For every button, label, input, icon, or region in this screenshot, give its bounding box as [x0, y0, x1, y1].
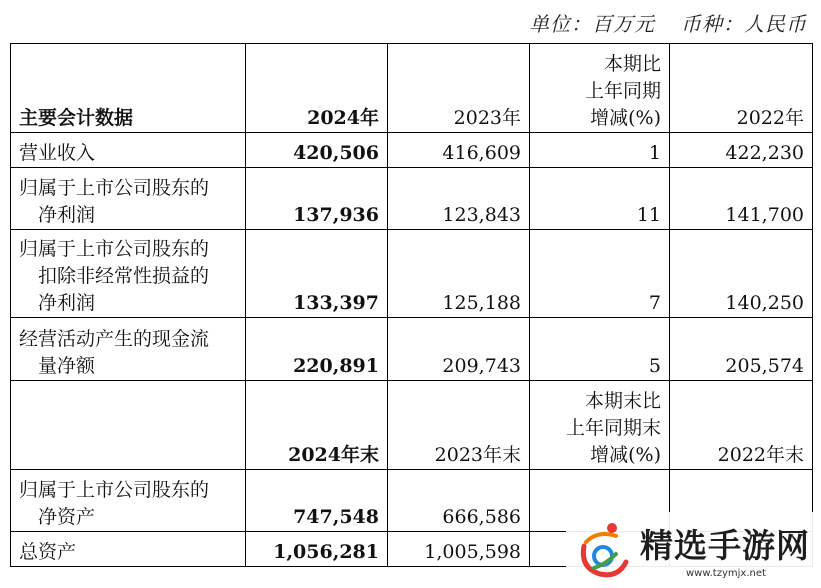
header-2022-end: 2022年末	[670, 381, 813, 470]
value-2023: 416,609	[388, 133, 530, 168]
value-2024: 133,397	[246, 230, 388, 318]
value-change: 11	[530, 168, 670, 230]
row-label	[11, 168, 246, 230]
header-change-line: 本期末比	[584, 390, 661, 412]
row-label-line: 净利润	[38, 292, 96, 314]
row-label	[11, 532, 246, 567]
value-2023: 123,843	[388, 168, 530, 230]
header-change-end	[530, 381, 670, 470]
header-change-line: 上年同期	[584, 80, 661, 102]
value-2024: 137,936	[246, 168, 388, 230]
currency-label: 币种：人民币	[681, 12, 807, 36]
row-label-line: 总资产	[19, 541, 77, 563]
table-row	[11, 133, 813, 168]
row-label-line: 归属于上市公司股东的	[19, 238, 210, 260]
header-row-2	[11, 381, 813, 470]
unit-caption	[503, 8, 807, 37]
row-label	[11, 470, 246, 532]
row-label-line: 量净额	[38, 355, 96, 377]
watermark-logo-icon	[572, 516, 634, 582]
value-2023: 1,005,598	[388, 532, 530, 567]
value-2023: 666,586	[388, 470, 530, 532]
value-2022: 422,230	[670, 133, 813, 168]
header-2023: 2023年	[388, 44, 530, 133]
value-2022: 141,700	[670, 168, 813, 230]
value-2024: 420,506	[246, 133, 388, 168]
row-label-line: 净资产	[38, 506, 96, 528]
watermark-url: www.tzymjx.net	[686, 568, 766, 579]
row-label-line: 营业收入	[19, 142, 96, 164]
value-2024: 747,548	[246, 470, 388, 532]
row-label	[11, 318, 246, 381]
site-watermark	[566, 512, 816, 586]
header-row-1	[11, 44, 813, 133]
header-change	[530, 44, 670, 133]
header-label: 主要会计数据	[11, 44, 246, 133]
row-label-line: 经营活动产生的现金流	[19, 328, 210, 350]
value-2023: 125,188	[388, 230, 530, 318]
header-label-empty	[11, 381, 246, 470]
value-change: 1	[530, 133, 670, 168]
value-2023: 209,743	[388, 318, 530, 381]
row-label-line: 归属于上市公司股东的	[19, 177, 210, 199]
header-2023-end: 2023年末	[388, 381, 530, 470]
value-2022: 205,574	[670, 318, 813, 381]
value-change: 5	[530, 318, 670, 381]
header-change-line: 本期比	[603, 53, 661, 75]
table-row	[11, 230, 813, 318]
row-label-line: 净利润	[38, 204, 96, 226]
row-label-line: 归属于上市公司股东的	[19, 479, 210, 501]
unit-label: 单位：百万元	[529, 12, 655, 36]
row-label-line: 扣除非经常性损益的	[38, 265, 210, 287]
row-label	[11, 133, 246, 168]
table-row	[11, 168, 813, 230]
table-row	[11, 318, 813, 381]
value-2024: 1,056,281	[246, 532, 388, 567]
header-2022: 2022年	[670, 44, 813, 133]
header-2024-end: 2024年末	[246, 381, 388, 470]
header-change-line: 增减(%)	[590, 444, 661, 466]
watermark-title: 精选手游网	[640, 526, 810, 565]
header-2024: 2024年	[246, 44, 388, 133]
financial-data-table	[10, 43, 813, 567]
value-change: 7	[530, 230, 670, 318]
header-change-line: 上年同期末	[565, 417, 661, 439]
value-2022: 140,250	[670, 230, 813, 318]
row-label	[11, 230, 246, 318]
value-2024: 220,891	[246, 318, 388, 381]
header-change-line: 增减(%)	[590, 107, 661, 129]
